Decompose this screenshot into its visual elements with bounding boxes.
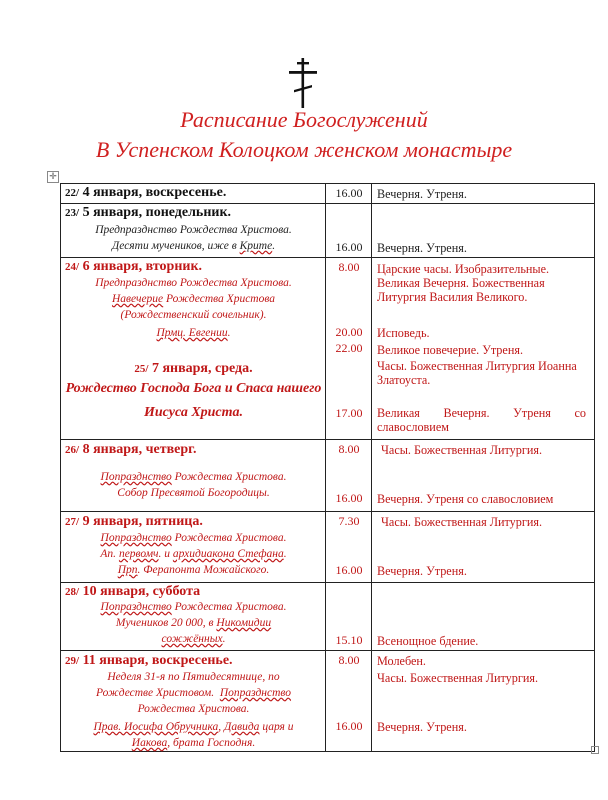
- feast-note: Мучеников 20 000, в Никомидии: [115, 617, 272, 629]
- date-heading: 23/ 5 января, понедельник.: [65, 205, 232, 220]
- feast-note: Рождества Христова.: [137, 703, 250, 715]
- feast-note: Неделя 31-я по Пятидесятнице, по: [107, 671, 280, 683]
- service-time: 8.00: [338, 260, 360, 274]
- table-row: [61, 204, 595, 258]
- service-name: Молебен.: [377, 654, 426, 668]
- page-subtitle: В Успенском Колоцком женском монастыре: [95, 137, 513, 162]
- service-name: Вечерня. Утреня.: [377, 187, 467, 201]
- date-heading: 28/ 10 января, суббота: [65, 584, 201, 599]
- feast-note: Иакова, брата Господня.: [131, 737, 256, 749]
- service-time: 15.10: [335, 633, 363, 647]
- service-name: Часы. Божественная Литургия.: [381, 515, 543, 529]
- table-row: [61, 258, 595, 440]
- table-resize-handle[interactable]: [591, 746, 599, 754]
- service-time: 16.00: [335, 240, 363, 254]
- service-name: Исповедь.: [377, 326, 430, 340]
- feast-note: Навечерие Рождества Христова: [111, 293, 276, 305]
- service-time: 17.00: [335, 406, 363, 420]
- orthodox-cross-icon: [286, 58, 320, 108]
- feast-note: Прп. Ферапонта Можайского.: [117, 564, 270, 576]
- service-time: 8.00: [338, 653, 360, 667]
- date-heading: 27/ 9 января, пятница.: [65, 514, 203, 529]
- feast-title: Рождество Господа Бога и Спаса нашего Иисуса Христа.: [65, 381, 322, 420]
- table-move-handle-icon[interactable]: ✛: [47, 171, 59, 183]
- feast-note: сожжённых.: [161, 633, 226, 645]
- date-heading: 26/ 8 января, четверг.: [65, 442, 197, 457]
- date-heading: 25/ 7 января, среда.: [134, 361, 253, 376]
- table-row: [61, 440, 595, 512]
- table-row: [61, 651, 595, 752]
- date-heading: 22/ 4 января, воскресенье.: [65, 185, 227, 200]
- feast-note: Рождестве Христовом. Попразднство: [95, 687, 292, 699]
- service-time: 16.00: [335, 719, 363, 733]
- service-time: 16.00: [335, 491, 363, 505]
- feast-note: Ап. первомч. и архидиакона Стефана.: [100, 548, 287, 560]
- feast-note: Десяти мучеников, иже в Крите.: [111, 240, 276, 252]
- table-row: [61, 512, 595, 583]
- service-name: Вечерня. Утреня.: [377, 564, 467, 578]
- feast-note: Собор Пресвятой Богородицы.: [117, 487, 270, 499]
- service-name: Часы. Божественная Литургия.: [377, 671, 539, 685]
- page-title: Расписание Богослужений: [180, 107, 428, 132]
- service-name: Великое повечерие. Утреня.: [377, 343, 523, 357]
- service-time: 22.00: [335, 341, 363, 355]
- service-name: Часы. Божественная Литургия.: [381, 443, 543, 457]
- service-time: 16.00: [335, 563, 363, 577]
- feast-note: Прмц. Евгении.: [156, 327, 231, 339]
- service-time: 16.00: [335, 186, 363, 200]
- feast-note: (Рождественский сочельник).: [120, 309, 267, 321]
- table-row: [61, 583, 595, 651]
- service-name: Великая Вечерня. Утреня со славословием: [377, 406, 586, 434]
- date-heading: 24/ 6 января, вторник.: [65, 259, 203, 274]
- schedule-table: [60, 183, 595, 752]
- service-name: Вечерня. Утреня со славословием: [377, 492, 554, 506]
- service-name: Всенощное бдение.: [377, 634, 479, 648]
- service-name: Вечерня. Утреня.: [377, 241, 467, 255]
- date-heading: 29/ 11 января, воскресенье.: [65, 653, 233, 668]
- feast-note: Предпразднство Рождества Христова.: [95, 224, 292, 236]
- table-row: [61, 184, 595, 204]
- service-name: Часы. Божественная Литургия Иоанна Златоуста.: [377, 359, 577, 387]
- feast-note: Попразднство Рождества Христова.: [100, 601, 287, 613]
- feast-note: Попразднство Рождества Христова.: [100, 532, 287, 544]
- feast-note: Попразднство Рождества Христова.: [100, 471, 287, 483]
- feast-note: Предпразднство Рождества Христова.: [95, 277, 292, 289]
- service-time: 20.00: [335, 325, 363, 339]
- service-name: Вечерня. Утреня.: [377, 720, 467, 734]
- feast-note: Прав. Иосифа Обручника, Давида царя и: [93, 721, 294, 733]
- service-name: Царские часы. Изобразительные. Великая Вечерня. Божественная Литургия Василия Великого.: [377, 262, 550, 304]
- service-time: 7.30: [338, 514, 360, 528]
- service-time: 8.00: [338, 442, 360, 456]
